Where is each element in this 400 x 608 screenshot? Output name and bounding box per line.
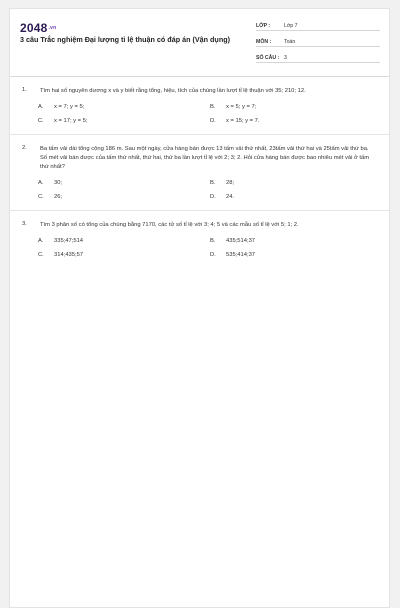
option-text: 24. [226,194,235,200]
option-d[interactable] [210,252,382,258]
option-text: x = 17; y = 5; [54,118,88,124]
document-header [10,9,389,75]
option-letter: D. [210,118,216,124]
meta-row-class [256,18,380,31]
question-text: Tìm 3 phân số có tổng của chúng bằng 7170, các tử số tỉ lệ với 3; 4; 5 và các mẫu số tỉ lệ với 5; 1; 2. [40,222,299,228]
question-2 [10,145,389,211]
document-title: 3 câu Trắc nghiệm Đại lượng tỉ lệ thuận có đáp án (Vận dụng) [20,35,230,44]
question-text: Ba tấm vải dài tổng cộng 186 m. Sau một ngày, cửa hàng bán được 13 tấm vải thứ nhất, 23tấm vải thứ hai và 25tấm vải thứ ba. Số mét vải bán được của tấm thứ nhất, thứ hai, thứ ba lần lượt tỉ lệ với 2; 3; 2. Hỏi cửa hàng bán được bao nhiêu mét vải ở tấm thứ nhất? [40,146,370,170]
option-letter: B. [210,238,216,244]
option-letter: C. [38,252,44,258]
option-text: x = 5; y = 7; [226,104,257,110]
answer-options [38,104,375,124]
option-letter: C. [38,118,44,124]
meta-value: Toán [284,39,296,45]
option-a[interactable] [38,180,210,186]
option-text: 26; [54,194,63,200]
option-d[interactable] [210,118,382,124]
option-b[interactable] [210,238,382,244]
option-letter: A. [38,180,44,186]
document-page [9,8,390,608]
meta-label: MÔN : [256,39,272,45]
meta-value: Lớp 7 [284,23,298,29]
option-c[interactable] [38,194,210,200]
logo-main-text: 2048 [20,21,48,35]
option-c[interactable] [38,252,210,258]
option-letter: A. [38,104,44,110]
question-divider [10,134,389,135]
logo-tld-text: .vn [48,25,57,31]
option-text: 314;435;57 [54,252,84,258]
meta-info [256,18,380,66]
site-logo[interactable] [20,21,56,35]
meta-value: 3 [284,55,287,61]
question-number: 1. [22,87,27,93]
option-text: 435;514;37 [226,238,256,244]
question-3 [10,221,389,258]
meta-row-subject [256,34,380,47]
question-list [10,87,389,268]
option-text: 535;414;37 [226,252,256,258]
meta-label: LỚP : [256,23,271,29]
header-divider [10,76,389,77]
answer-options [38,180,375,200]
option-c[interactable] [38,118,210,124]
question-1 [10,87,389,135]
option-a[interactable] [38,238,210,244]
option-letter: B. [210,104,216,110]
meta-label: SỐ CÂU : [256,55,280,61]
meta-row-count [256,50,380,63]
option-letter: D. [210,194,216,200]
option-d[interactable] [210,194,382,200]
option-letter: A. [38,238,44,244]
option-text: 335;47;514 [54,238,84,244]
question-number: 3. [22,221,27,227]
question-text: Tìm hai số nguyên dương x và y biết rằng tổng, hiệu, tích của chúng lần lượt tỉ lệ thuận với 35; 210; 12. [40,88,306,94]
option-letter: D. [210,252,216,258]
question-divider [10,210,389,211]
option-b[interactable] [210,104,382,110]
option-letter: C. [38,194,44,200]
option-b[interactable] [210,180,382,186]
option-text: 28; [226,180,235,186]
option-letter: B. [210,180,216,186]
option-text: x = 7; y = 5; [54,104,85,110]
option-text: x = 15; y = 7. [226,118,260,124]
option-text: 30; [54,180,63,186]
answer-options [38,238,375,258]
option-a[interactable] [38,104,210,110]
question-number: 2. [22,145,27,151]
